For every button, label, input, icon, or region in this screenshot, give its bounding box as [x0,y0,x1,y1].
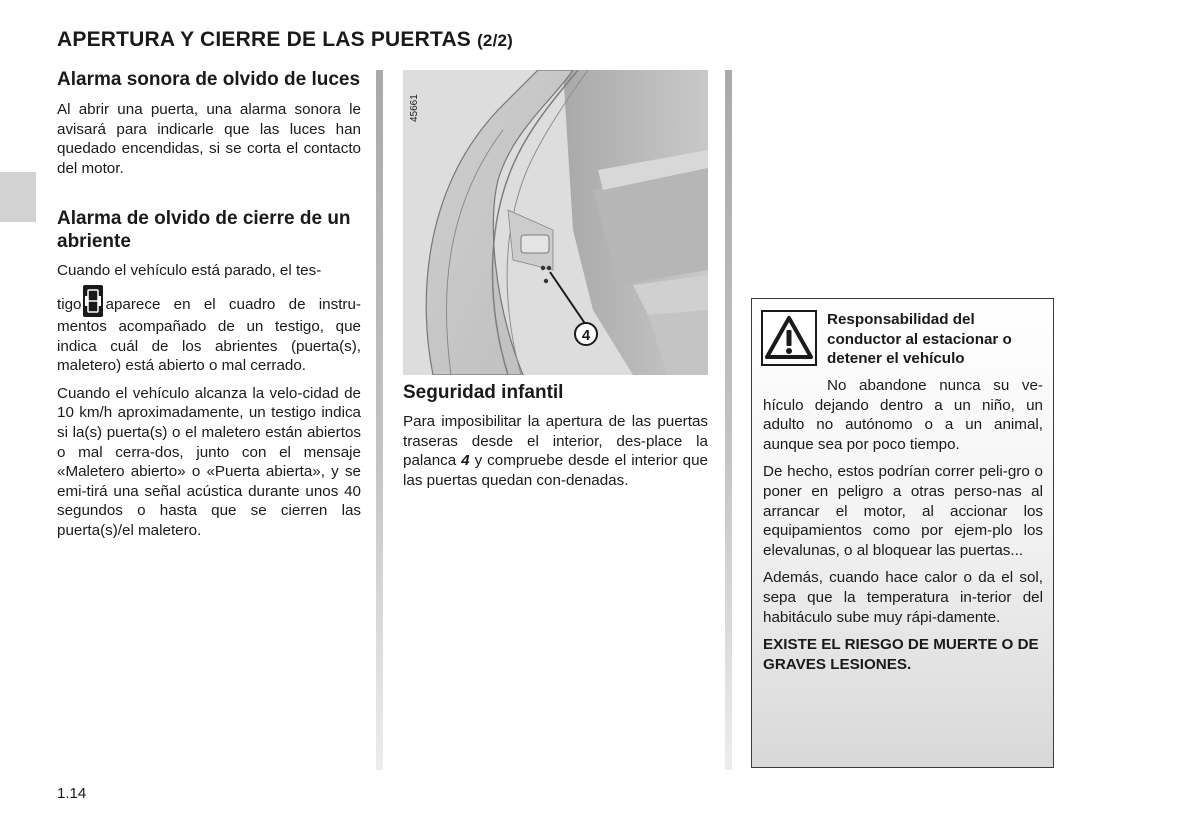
page-title [57,28,513,52]
left-column [57,68,361,541]
figure-code-text: 45661 [409,94,420,122]
paragraph-light-alarm: Al abrir una puerta, una alarma sonora le avisará para indicarle que las luces han quedado encendidas, si se corta el contacto del motor. [57,101,361,177]
column-divider-right [725,70,732,770]
door-open-warning-icon [83,285,103,317]
paragraph-door-alarm-line1: Cuando el vehículo está parado, el tes- [57,262,322,280]
lever-reference: 4 [461,452,470,470]
rear-door-drawing [403,70,708,375]
paragraph-child-safety [403,412,708,490]
warning-title: Responsabilidad del conductor al estacionar o detener el vehículo [827,311,1012,368]
section-heading-child-safety: Seguridad infantil [403,382,564,403]
warning-paragraph-2: De hecho, estos podrían correr peli-gro o poner en peligro a otras perso-nas al arrancar el motor, al accionar los equipamientos como por ejem-plo los elevalunas, o al bloquear las puertas... [763,463,1043,559]
rear-door-illustration [403,70,708,375]
figure-code [404,78,422,124]
warning-paragraph-3: Además, cuando hace calor o da el sol, sepa que la temperatura in-terior del habitáculo sube muy rápi-damente. [763,569,1043,626]
warning-triangle-icon [761,310,817,366]
child-safety-text-1: Para imposibilitar la apertura de las puertas traseras desde el interior, des-place la palanca [403,413,708,470]
paragraph-door-alarm-1 [57,285,361,376]
callout-label: 4 [581,327,591,344]
inline-text-after-icon: aparece en el cuadro de instru-mentos acompañado de un testigo, que indica cuál de los abrientes (puerta(s), maletero) está abierto o mal cerrado. [57,295,361,375]
chapter-side-tab [0,172,36,222]
child-safety-text-2: y compruebe desde el interior que las puertas quedan con-denadas. [403,452,708,489]
page-title-part: (2/2) [477,31,514,50]
warning-box [751,298,1054,768]
page-number: 1.14 [57,785,87,802]
middle-column [403,381,708,490]
section-heading-door-alarm: Alarma de olvido de cierre de un abriente [57,208,351,253]
warning-paragraph-1: No abandone nunca su ve-hículo dejando dentro a un niño, un adulto no autónomo o a un animal, aunque sea por poco tiempo. [763,377,1043,453]
page-title-text: APERTURA Y CIERRE DE LAS PUERTAS [57,28,472,51]
warning-body [763,376,1043,674]
column-divider-left [376,70,383,770]
paragraph-door-alarm-2: Cuando el vehículo alcanza la velo-cidad de 10 km/h aproximadamente, un testigo indica si la(s) puerta(s) o el maletero están abiertos o mal cerra-dos, junto con el mensaje «Maletero abierto» o «Puerta abierta», y se emi-tirá una señal acústica durante unos 40 segundos o hasta que se cierren las puerta(s)/el maletero. [57,384,361,539]
inline-text-testigo: tigo [57,295,82,313]
warning-paragraph-4: EXISTE EL RIESGO DE MUERTE O DE GRAVES LESIONES. [763,636,1039,673]
section-heading-light-alarm: Alarma sonora de olvido de luces [57,69,361,90]
